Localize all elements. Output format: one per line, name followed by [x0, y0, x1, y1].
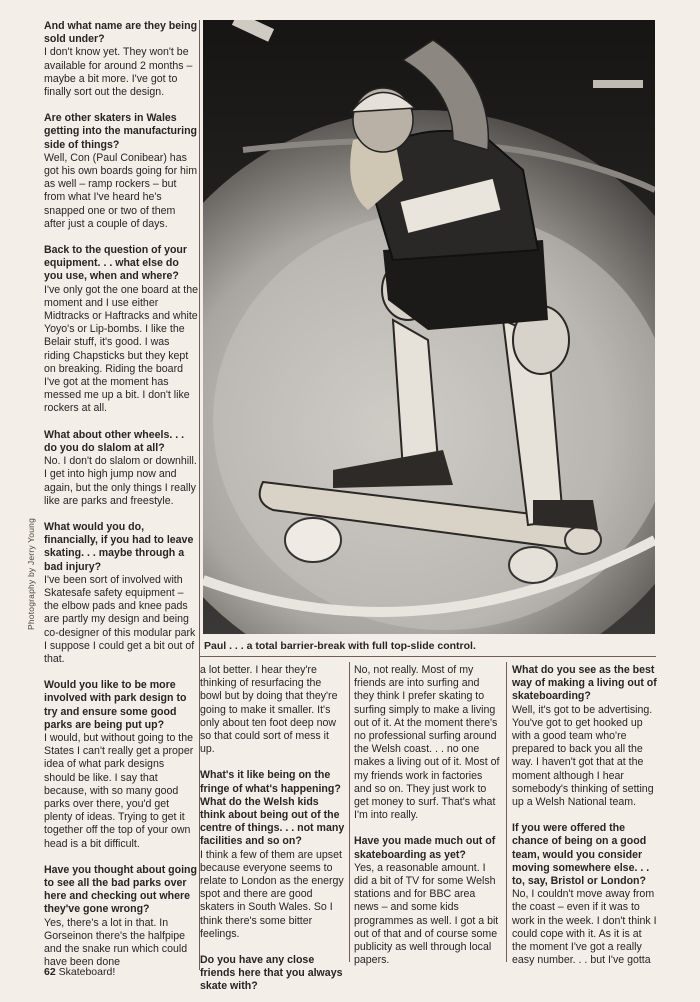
answer: I've only got the one board at the moment and I use either Midtracks or Haftracks and white Yoyo's or Lip-bombs. I like the Belair stuff, it's good. I was riding Chapsticks but they kept on breaking. Riding the board I've got at the moment has messed me up a bit. I don't like rockers at all. — [44, 283, 198, 415]
question: Have you thought about going to see all the bad parks over here and checking out where they've gone wrong? — [44, 863, 198, 916]
qa-block — [44, 679, 198, 851]
qa-block — [44, 112, 198, 231]
answer: a lot better. I hear they're thinking of resurfacing the bowl but by doing that they're going to make it smaller. It's only about ten foot deep now so that could sort of mess it up. — [200, 664, 338, 756]
answer: Well, Con (Paul Conibear) has got his own boards going for him as well – ramp rockers – but from what I've heard he's snapped one or two of them after just a couple of days. — [44, 151, 198, 230]
column-divider — [349, 662, 350, 962]
caption-rule — [199, 656, 656, 657]
magazine-name: Skateboard! — [58, 966, 116, 978]
answer: I think a few of them are upset because everyone seems to relate to London as the energy spot and there are good skaters in South Wales. So I think there's some bitter feelings. — [200, 848, 344, 940]
question: And what name are they being sold under? — [44, 20, 198, 46]
qa-block — [354, 664, 500, 822]
text-column-4 — [512, 664, 658, 980]
qa-block — [200, 769, 346, 941]
question: What's it like being on the fringe of what's happening? What do the Welsh kids think about being out of the centre of things. . . not many facilities and so on? — [200, 769, 345, 848]
page-number: 62 — [44, 966, 56, 978]
answer: No, I couldn't move away from the coast – even if it was to work in the week. I don't think I could cope with it. As it is at the moment I've got a really easy number. . . but I've gotta — [512, 888, 657, 967]
answer: No, not really. Most of my friends are into surfing and they think I prefer skating to surfing simply to make a living out of it. At the moment there's no professional surfing around the Welsh coast. . . no one makes a living out of it. Most of my friends work in factories and so on. They just work to get money to surf. That's what I'm into really. — [354, 664, 500, 822]
qa-block — [354, 835, 500, 967]
qa-block — [200, 664, 346, 756]
qa-block — [512, 822, 658, 967]
text-column-3 — [354, 664, 500, 980]
qa-block — [44, 864, 198, 970]
answer: Yes, a reasonable amount. I did a bit of TV for some Welsh stations and for BBC area news – and some kids programmes as well. I got a bit out of that and of course some publicity as well through local papers. — [354, 861, 499, 967]
qa-block — [200, 954, 346, 994]
qa-block — [512, 664, 658, 809]
column-divider — [506, 662, 507, 962]
answer: I've been sort of involved with Skatesafe safety equipment – the elbow pads and knee pads are partly my design and being co-designer of this modular park I suppose I could get a bit out of that. — [44, 573, 196, 665]
answer: No. I don't do slalom or downhill. I get into high jump now and again, but the only things I really like are parks and freestyle. — [44, 455, 197, 507]
photo-caption: Paul . . . a total barrier-break with full top-slide control. — [204, 640, 476, 652]
photo-credit: Photography by Jerry Young — [26, 518, 36, 630]
skater-illustration — [203, 20, 655, 634]
answer: Well, it's got to be advertising. You've got to get hooked up with a good team who're prepared to back you all the way. I haven't got that at the moment although I hear somebody's thinking of setting up a Welsh National team. — [512, 703, 654, 809]
skater-photo — [203, 20, 655, 634]
question: If you were offered the chance of being on a good team, would you consider moving somewhere else. . . to, say, Bristol or London? — [512, 822, 650, 888]
question: Would you like to be more involved with park design to try and ensure some good parks are being put up? — [44, 679, 187, 731]
question: What about other wheels. . . do you do slalom at all? — [44, 428, 185, 454]
page-footer — [44, 966, 115, 978]
qa-block — [44, 429, 198, 508]
answer: I don't know yet. They won't be available for around 2 months – maybe a bit more. I've got to finally sort out the design. — [44, 46, 193, 99]
qa-block — [44, 244, 198, 416]
question: What do you see as the best way of making a living out of skateboarding? — [512, 664, 657, 703]
qa-block — [44, 20, 198, 99]
qa-block — [44, 521, 198, 666]
text-column-2 — [200, 664, 346, 1002]
text-column-1 — [44, 20, 198, 982]
question: Have you made much out of skateboarding as yet? — [354, 835, 496, 861]
question: Do you have any close friends here that you always skate with? — [200, 954, 343, 993]
answer: Yes, there's a lot in that. In Gorseinon there's the halfpipe and the snake run which could have been done — [44, 916, 188, 969]
question: What would you do, financially, if you had to leave skating. . . maybe through a bad injury? — [44, 520, 194, 573]
question: Are other skaters in Wales getting into the manufacturing side of things? — [44, 112, 198, 151]
question: Back to the question of your equipment. . . what else do you use, when and where? — [44, 244, 188, 283]
answer: I would, but without going to the States I can't really get a proper idea of what park designs should be like. I say that because, with so many good parks over there, you'd get plenty of ideas. Trying to get it together off the top of your own head is a bit difficult. — [44, 731, 194, 850]
